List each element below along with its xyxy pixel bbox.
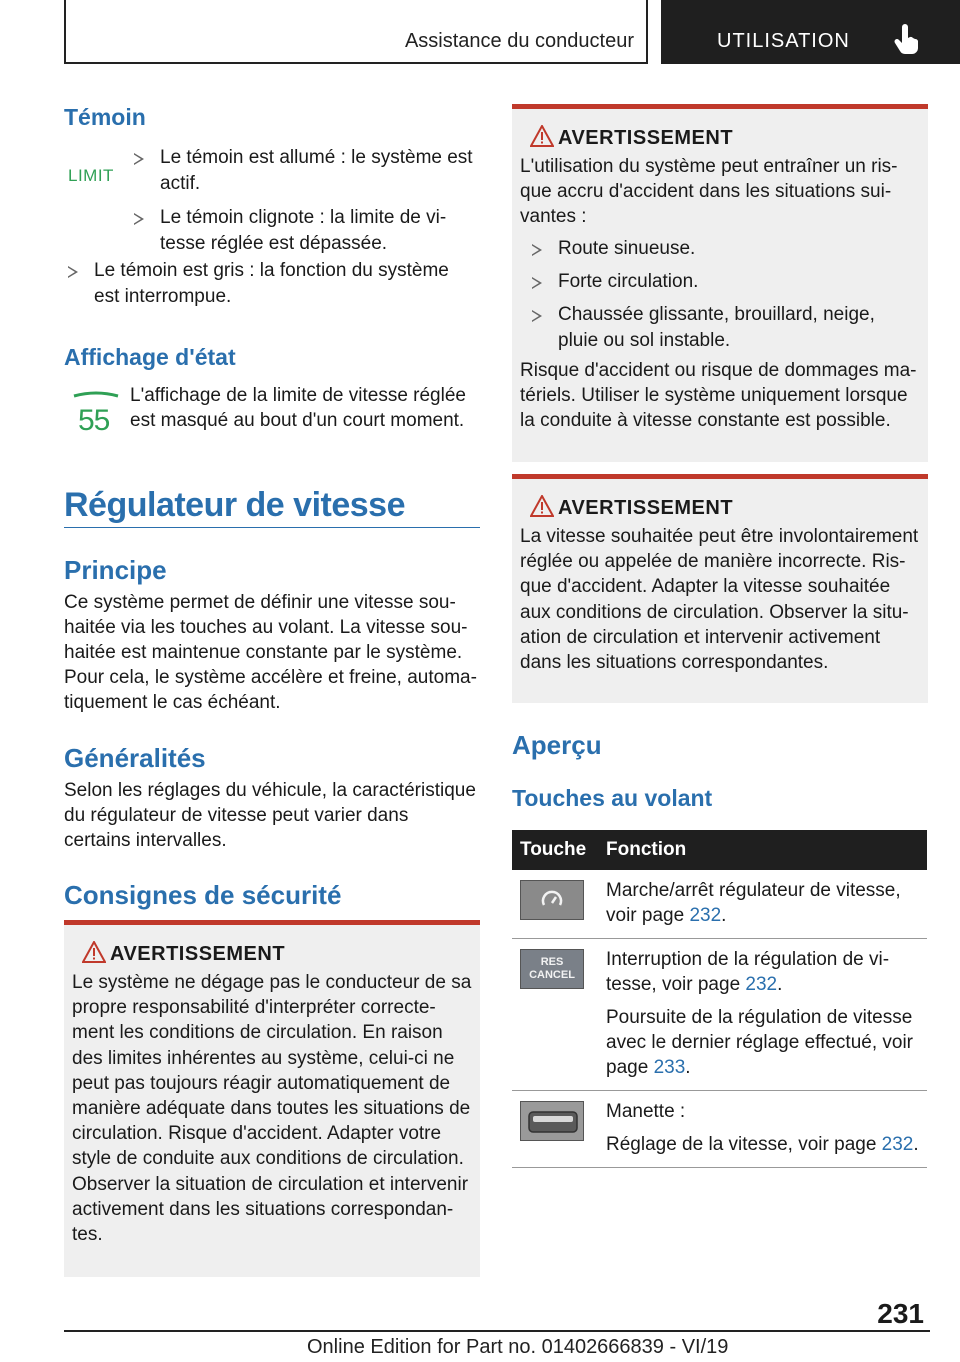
warning2-text: La vitesse souhaitée peut être involontairement réglée ou appelée de manière incorrecte. Ris-que d'accident. Adapter la vitesse souhaitée aux conditions de circulation. Observer la situ-ation de circulation et intervenir activement dans les situations correspondantes.: [520, 526, 919, 674]
warning-box-left: [64, 920, 480, 1277]
res-cancel-key-icon: [520, 949, 584, 989]
header-section-box: [64, 0, 648, 64]
page-number: 231: [877, 1298, 924, 1329]
warning-title-right-2: AVERTISSEMENT: [520, 497, 920, 520]
table-row: Manette : Réglage de la vitesse, voir page 232.: [512, 1091, 927, 1168]
warning-title-right-1: AVERTISSEMENT: [520, 127, 920, 150]
row2-page-link[interactable]: 232: [745, 974, 778, 995]
header-section-title: Assistance du conducteur: [404, 30, 634, 52]
lever-key-icon: [520, 1101, 584, 1141]
row2-text: Interruption de la régulation de vi-tesse, voir page: [606, 949, 890, 995]
limit-label: LIMIT: [68, 166, 114, 185]
temoin-bullet-gray: Le témoin est gris : la fonction du système est interrompue.: [64, 258, 474, 310]
limit-indicator-icon: [68, 166, 114, 186]
generalites-heading: Généralités: [64, 743, 206, 773]
header-chapter-title: UTILISATION: [717, 30, 850, 52]
speed-limit-value: 55: [78, 404, 110, 437]
cancel-label: CANCEL: [529, 969, 575, 981]
pointing-hand-icon: [893, 24, 923, 56]
column-header-touche: Touche: [512, 830, 598, 870]
affichage-text: L'affichage de la limite de vitesse réglée est masqué au bout d'un court moment.: [130, 385, 466, 431]
warning-triangle-icon: [82, 941, 106, 963]
heading-rule: [64, 527, 480, 528]
row3-title: Manette :: [606, 1101, 686, 1122]
warning1-bullet: Route sinueuse.: [528, 236, 920, 262]
principe-text: Ce système permet de définir une vitesse sou-haitée via les touches au volant. La vitesse sou-haitée est maintenue constante par le système. Pour cela, le système accélère et freine, automa-tiquement le cas échéant.: [64, 592, 477, 713]
row3-text: Réglage de la vitesse, voir page: [606, 1134, 877, 1155]
regulateur-heading: Régulateur de vitesse: [64, 486, 405, 524]
warning1-bullet: Chaussée glissante, brouillard, neige, pluie ou sol instable.: [528, 302, 920, 354]
warning1-intro: L'utilisation du système peut entraîner un ris-que accru d'accident dans les situations sui-vantes :: [520, 156, 898, 228]
warning1-outro: Risque d'accident ou risque de dommages ma-tériels. Utiliser le système uniquement lorsque la conduite à vitesse constante est possible.: [520, 359, 917, 432]
column-header-fonction: Fonction: [598, 830, 927, 870]
warning-triangle-icon: [530, 125, 554, 147]
generalites-text: Selon les réglages du véhicule, la caractéristique du régulateur de vitesse peut varier dans certains intervalles.: [64, 780, 476, 851]
warning-triangle-icon: [530, 495, 554, 517]
temoin-heading: Témoin: [64, 104, 146, 130]
warning1-bullet: Forte circulation.: [528, 269, 920, 295]
speed-limit-status-icon: [72, 390, 120, 440]
principe-heading: Principe: [64, 555, 167, 585]
warning-text-left: Le système ne dégage pas le conducteur de sa propre responsabilité d'interpréter correcte-ment les conditions de circulation. En raison des limites inhérentes au système, celui-ci ne peut pas toujours réagir automatiquement de manière adéquate dans toutes les situations de circulation. Risque d'accident. Adapter votre style de conduite aux conditions de circulation. Observer la situation de circulation et intervenir activement dans les situations correspondan-tes.: [72, 972, 472, 1246]
touches-heading: Touches au volant: [512, 785, 713, 811]
table-row: Marche/arrêt régulateur de vitesse, voir page 232.: [512, 870, 927, 939]
cruise-onoff-key-icon: [520, 880, 584, 920]
apercu-heading: Aperçu: [512, 730, 602, 760]
warning-box-right-1: [512, 104, 928, 462]
warning-title-left: AVERTISSEMENT: [72, 943, 472, 966]
row2-text2: Poursuite de la régulation de vitesse avec le dernier réglage effectué, voir page: [606, 1007, 913, 1078]
header-chapter-box: [661, 0, 960, 64]
row2-page2-link[interactable]: 233: [653, 1057, 686, 1078]
row1-page-link[interactable]: 232: [689, 905, 722, 926]
touches-table: [512, 830, 927, 1168]
consignes-heading: Consignes de sécurité: [64, 880, 342, 910]
warning-box-right-2: [512, 474, 928, 703]
temoin-bullet-on: Le témoin est allumé : le système est actif.: [130, 145, 480, 197]
temoin-bullet-blink: Le témoin clignote : la limite de vi-tesse réglée est dépassée.: [130, 205, 480, 257]
table-row: RES CANCEL Interruption de la régulation de vi-tesse, voir page 232. Poursuite de la régulation de vitesse avec le dernier réglage effectué, voir page 233.: [512, 939, 927, 1091]
table-header-row: [512, 830, 927, 870]
row1-text: Marche/arrêt régulateur de vitesse, voir page: [606, 880, 901, 926]
affichage-heading: Affichage d'état: [64, 344, 236, 370]
res-label: RES: [540, 956, 564, 968]
edition-text: Online Edition for Part no. 01402666839 - VI/19: [307, 1336, 729, 1358]
footer-rule: [64, 1330, 930, 1332]
row3-page-link[interactable]: 232: [881, 1134, 914, 1155]
